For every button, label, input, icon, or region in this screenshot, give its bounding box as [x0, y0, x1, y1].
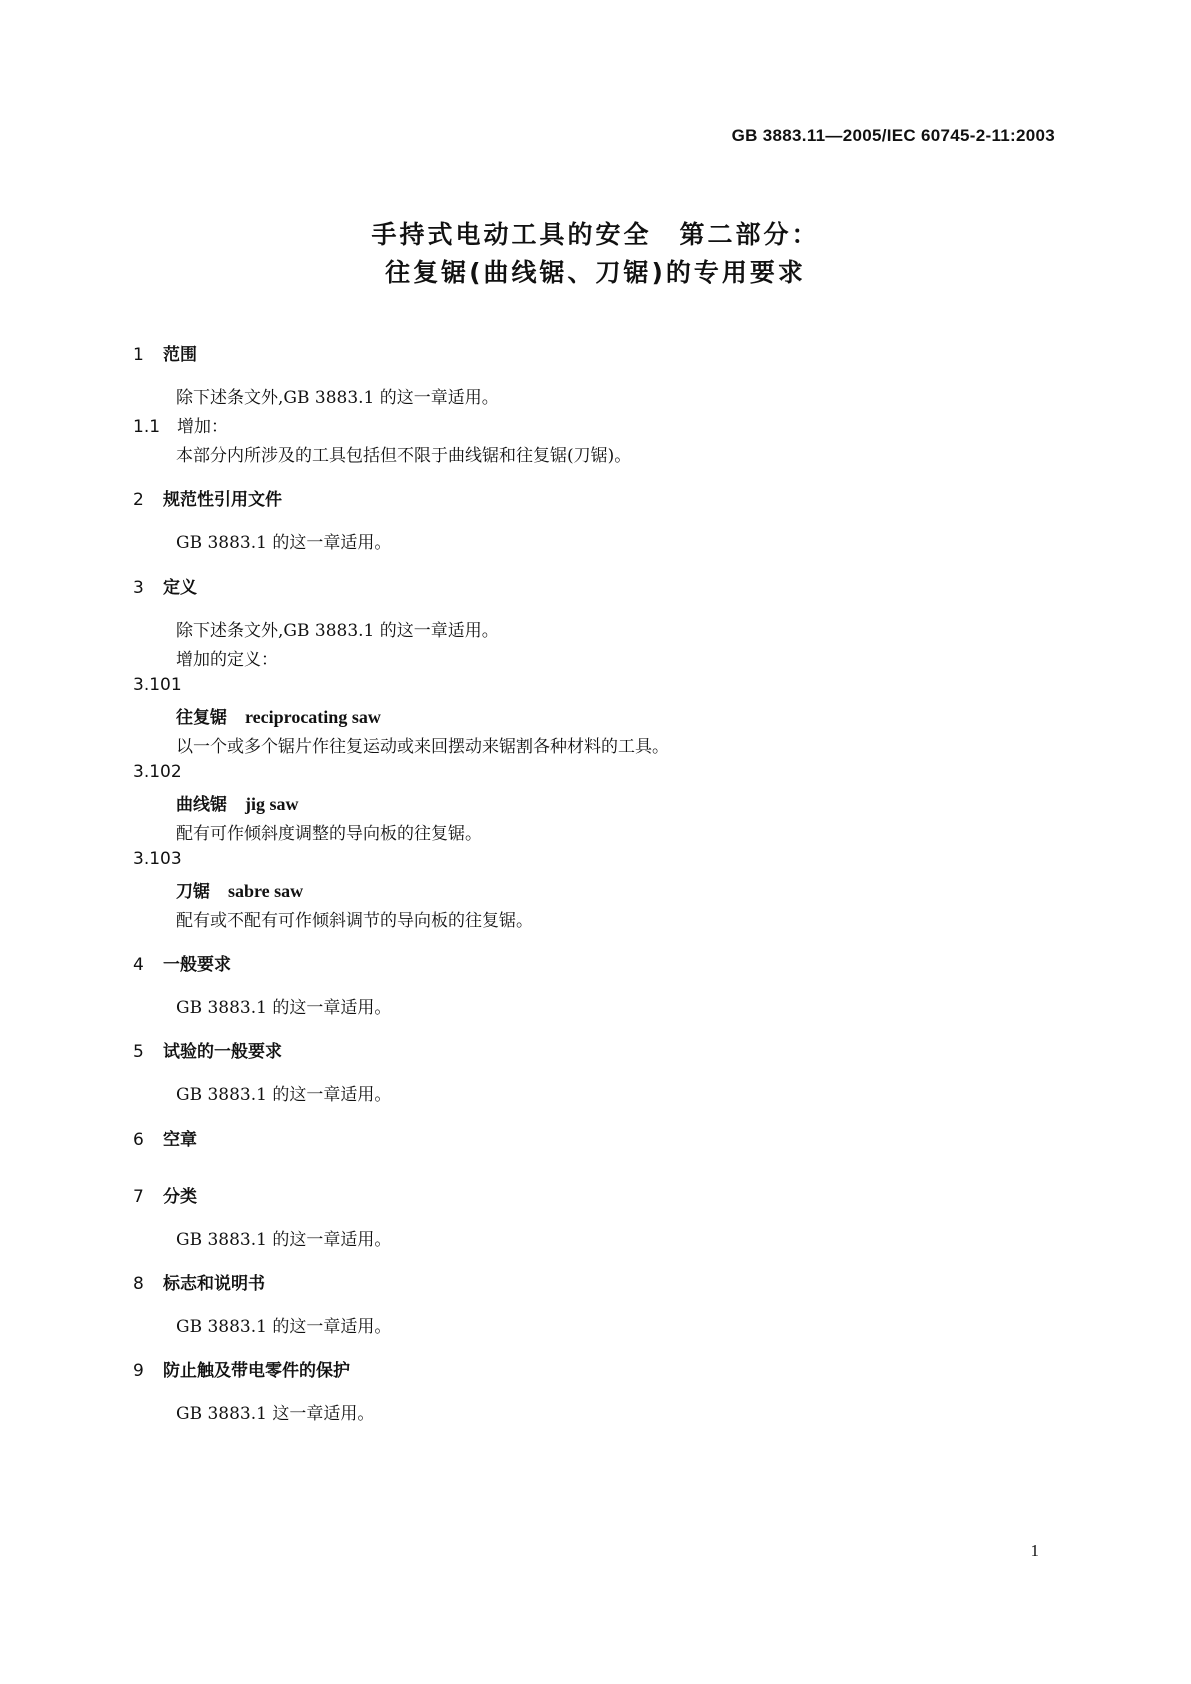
section-1-body: 除下述条文外,GB 3883.1 的这一章适用。 — [176, 388, 499, 408]
section-title: 空章 — [163, 1130, 197, 1150]
section-number: 4 — [133, 955, 144, 975]
clause-1-1-label: 1.1 增加： — [133, 417, 229, 437]
section-9-body: GB 3883.1 这一章适用。 — [176, 1404, 375, 1424]
term-english: reciprocating saw — [245, 707, 381, 727]
section-number: 9 — [133, 1361, 144, 1381]
section-7-body: GB 3883.1 的这一章适用。 — [176, 1230, 392, 1250]
term-chinese: 往复锯 — [176, 708, 227, 728]
section-2-body: GB 3883.1 的这一章适用。 — [176, 533, 392, 553]
term-english: sabre saw — [228, 881, 304, 901]
section-4-heading — [133, 950, 231, 975]
document-title-line-1: 手持式电动工具的安全 第二部分： — [371, 220, 820, 249]
term-chinese: 曲线锯 — [176, 795, 227, 815]
section-number: 6 — [133, 1130, 144, 1150]
section-title: 防止触及带电零件的保护 — [163, 1361, 350, 1381]
section-title: 分类 — [163, 1187, 197, 1207]
section-title: 规范性引用文件 — [163, 490, 282, 510]
definition-3-102-number: 3.102 — [133, 762, 182, 782]
section-5-heading — [133, 1037, 282, 1062]
section-number: 8 — [133, 1274, 144, 1294]
section-2-heading — [133, 485, 282, 510]
definition-3-101-term — [176, 703, 381, 728]
section-8-body: GB 3883.1 的这一章适用。 — [176, 1317, 392, 1337]
section-1-heading — [133, 340, 197, 365]
section-7-heading — [133, 1182, 197, 1207]
section-3-additional-definitions: 增加的定义： — [176, 650, 278, 670]
term-english: jig saw — [245, 794, 299, 814]
section-number: 7 — [133, 1187, 144, 1207]
definition-3-103-term — [176, 877, 303, 902]
section-8-heading — [133, 1269, 265, 1294]
definition-3-103-text: 配有或不配有可作倾斜调节的导向板的往复锯。 — [176, 911, 533, 931]
definition-3-101-text: 以一个或多个锯片作往复运动或来回摆动来锯割各种材料的工具。 — [176, 737, 669, 757]
definition-3-101-number: 3.101 — [133, 675, 182, 695]
standard-code: GB 3883.11—2005/IEC 60745-2-11:2003 — [731, 126, 1055, 145]
section-title: 定义 — [163, 578, 197, 598]
term-chinese: 刀锯 — [176, 882, 210, 902]
definition-3-103-number: 3.103 — [133, 849, 182, 869]
clause-1-1-body: 本部分内所涉及的工具包括但不限于曲线锯和往复锯(刀锯)。 — [176, 446, 632, 466]
section-title: 试验的一般要求 — [163, 1042, 282, 1062]
section-3-body: 除下述条文外,GB 3883.1 的这一章适用。 — [176, 621, 499, 641]
section-number: 5 — [133, 1042, 144, 1062]
section-3-heading — [133, 573, 197, 598]
section-title: 一般要求 — [163, 955, 231, 975]
section-4-body: GB 3883.1 的这一章适用。 — [176, 998, 392, 1018]
section-6-heading — [133, 1125, 197, 1150]
section-number: 2 — [133, 490, 144, 510]
section-5-body: GB 3883.1 的这一章适用。 — [176, 1085, 392, 1105]
page-number: 1 — [1030, 1541, 1039, 1560]
section-title: 标志和说明书 — [163, 1274, 265, 1294]
definition-3-102-text: 配有可作倾斜度调整的导向板的往复锯。 — [176, 824, 482, 844]
section-title: 范围 — [163, 345, 197, 365]
document-title-line-2: 往复锯(曲线锯、刀锯)的专用要求 — [385, 258, 806, 287]
section-9-heading — [133, 1356, 350, 1381]
section-number: 1 — [133, 345, 144, 365]
section-number: 3 — [133, 578, 144, 598]
definition-3-102-term — [176, 790, 299, 815]
